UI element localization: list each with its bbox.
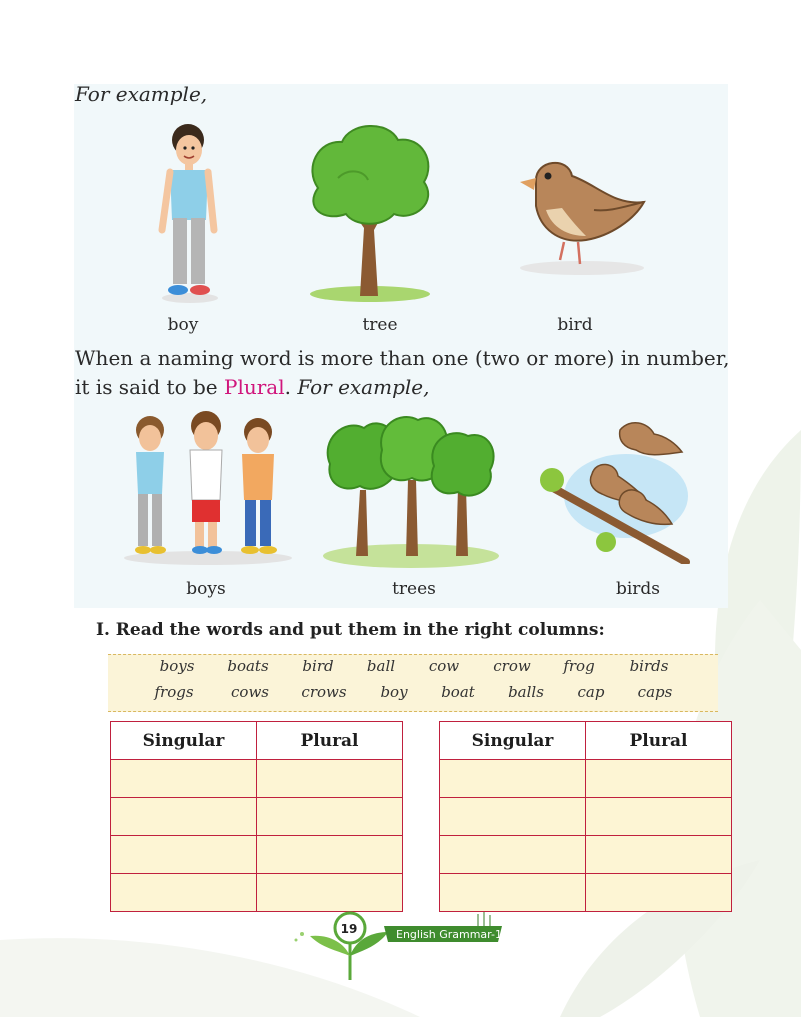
table-row — [111, 836, 403, 874]
paragraph-text: When a naming word is more than one (two or more) in number, it is said to be — [75, 346, 730, 399]
page-number: 19 — [340, 922, 358, 936]
tree-illustration — [298, 118, 438, 304]
column-header-plural: Plural — [586, 722, 732, 760]
table-header-row — [440, 722, 732, 760]
answer-cell[interactable] — [440, 760, 586, 798]
column-header-singular: Singular — [111, 722, 257, 760]
word: boys — [159, 657, 195, 675]
paragraph-period: . — [284, 375, 298, 399]
paragraph-example: For example, — [297, 375, 430, 399]
column-header-singular: Singular — [440, 722, 586, 760]
column-header-plural: Plural — [257, 722, 403, 760]
word: crow — [493, 657, 531, 675]
answer-cell[interactable] — [586, 836, 732, 874]
table-row — [111, 760, 403, 798]
answer-cell[interactable] — [257, 760, 403, 798]
word: frogs — [154, 683, 194, 701]
word: balls — [508, 683, 544, 701]
word: cow — [428, 657, 460, 675]
word: frog — [563, 657, 595, 675]
answer-cell[interactable] — [111, 836, 257, 874]
footer-plant-emblem — [288, 906, 508, 986]
answer-cell[interactable] — [586, 798, 732, 836]
answer-cell[interactable] — [257, 798, 403, 836]
plural-definition — [75, 344, 735, 402]
word: crows — [301, 683, 347, 701]
table-row — [440, 836, 732, 874]
word: boat — [441, 683, 475, 701]
intro-text: For example, — [75, 82, 208, 106]
boys-illustration — [118, 408, 298, 568]
word: boy — [380, 683, 408, 701]
word-row-1 — [108, 657, 718, 681]
book-title: English Grammar-1 — [396, 928, 502, 941]
word: cap — [577, 683, 605, 701]
answer-cell[interactable] — [586, 874, 732, 912]
answer-table-right — [439, 721, 732, 912]
boy-illustration — [140, 112, 240, 308]
word-row-2 — [108, 683, 718, 707]
caption-birds: birds — [615, 579, 661, 599]
answer-cell[interactable] — [586, 760, 732, 798]
answer-cell[interactable] — [111, 874, 257, 912]
answer-cell[interactable] — [257, 836, 403, 874]
table-header-row — [111, 722, 403, 760]
table-row — [111, 798, 403, 836]
caption-boy: boy — [167, 315, 199, 335]
word: bird — [302, 657, 334, 675]
word: caps — [637, 683, 673, 701]
answer-cell[interactable] — [111, 760, 257, 798]
bird-illustration — [506, 150, 656, 280]
word: birds — [629, 657, 669, 675]
caption-tree: tree — [362, 315, 398, 335]
birds-illustration — [536, 414, 692, 564]
word-bank — [108, 654, 718, 712]
answer-cell[interactable] — [111, 798, 257, 836]
word: boats — [227, 657, 269, 675]
table-row — [440, 760, 732, 798]
exercise-heading: I. Read the words and put them in the right columns: — [96, 620, 605, 640]
caption-bird: bird — [557, 315, 593, 335]
table-row — [440, 798, 732, 836]
trees-illustration — [320, 410, 502, 570]
answer-cell[interactable] — [440, 836, 586, 874]
caption-trees: trees — [392, 579, 436, 599]
caption-boys: boys — [186, 579, 226, 599]
answer-cell[interactable] — [440, 798, 586, 836]
answer-table-left — [110, 721, 403, 912]
plural-term: Plural — [223, 375, 285, 399]
word: cows — [231, 683, 269, 701]
word: ball — [366, 657, 396, 675]
